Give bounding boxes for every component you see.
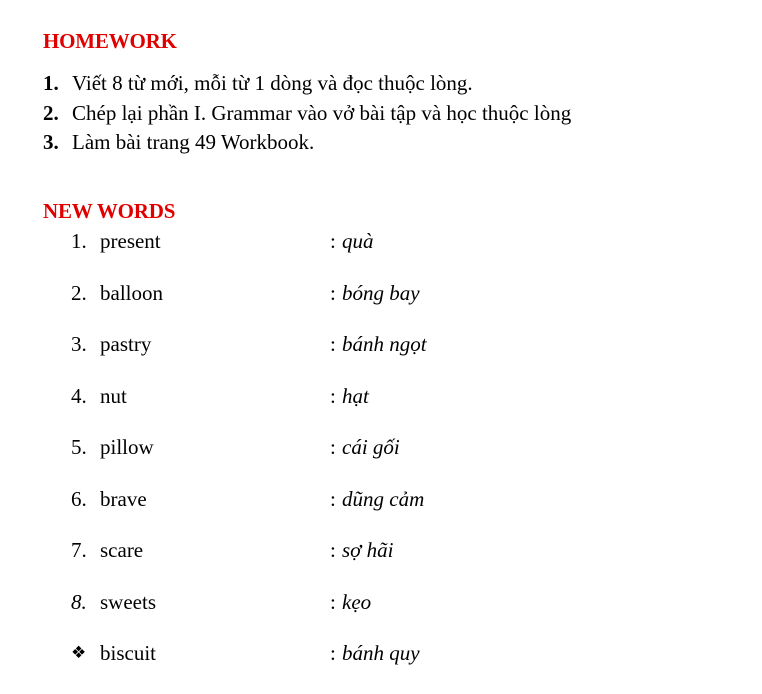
homework-list <box>43 69 571 158</box>
vocab-word: nut <box>100 383 127 408</box>
vocab-meaning: bóng bay <box>342 280 420 305</box>
homework-item-text: Viết 8 từ mới, mỗi từ 1 dòng và đọc thuộc lòng. <box>72 71 473 95</box>
vocab-separator: : <box>330 486 336 511</box>
homework-item-text: Chép lại phần I. Grammar vào vở bài tập và học thuộc lòng <box>72 100 572 125</box>
four-diamond-bullet-icon: ❖ <box>71 643 87 663</box>
vocab-word: pastry <box>100 332 152 356</box>
vocab-meaning: bánh ngọt <box>342 332 427 356</box>
vocab-word: biscuit <box>100 641 156 665</box>
vocab-word: sweets <box>100 589 156 614</box>
vocab-separator: : <box>330 538 336 562</box>
vocab-meaning: bánh quy <box>342 641 420 665</box>
vocab-item-number: 5. <box>71 435 87 459</box>
vocab-item-number: 6. <box>71 486 87 511</box>
homework-item <box>43 128 571 158</box>
vocab-separator: : <box>330 383 336 408</box>
new-words-heading: NEW WORDS <box>43 199 176 223</box>
vocab-meaning: kẹo <box>342 589 372 614</box>
vocab-separator: : <box>330 641 336 665</box>
vocab-separator: : <box>330 280 336 305</box>
vocab-item-number: 3. <box>71 332 87 356</box>
vocab-item-number: 4. <box>71 383 87 408</box>
vocab-meaning: dũng cảm <box>342 486 425 511</box>
vocab-meaning: hạt <box>342 383 369 408</box>
homework-item <box>43 99 571 129</box>
vocab-separator: : <box>330 589 336 614</box>
vocab-separator: : <box>330 435 336 459</box>
homework-item-number: 3. <box>43 130 59 154</box>
vocab-meaning: sợ hãi <box>342 538 394 562</box>
homework-item <box>43 69 571 99</box>
vocab-item-number: 2. <box>71 280 87 305</box>
vocab-item-number: 8. <box>71 589 87 614</box>
vocab-word: brave <box>100 486 147 511</box>
vocab-meaning: cái gối <box>342 435 400 459</box>
vocab-word: scare <box>100 538 144 562</box>
vocab-item-number: 7. <box>71 538 87 562</box>
vocab-word: present <box>100 229 161 253</box>
homework-heading: HOMEWORK <box>43 29 177 53</box>
vocab-separator: : <box>330 332 336 356</box>
vocab-word: pillow <box>100 435 154 459</box>
homework-item-number: 2. <box>43 100 59 125</box>
vocab-item-number: 1. <box>71 229 87 253</box>
homework-item-number: 1. <box>43 71 59 95</box>
homework-item-text: Làm bài trang 49 Workbook. <box>72 130 315 154</box>
vocab-word: balloon <box>100 280 163 305</box>
vocab-separator: : <box>330 229 336 253</box>
vocab-meaning: quà <box>342 229 374 253</box>
